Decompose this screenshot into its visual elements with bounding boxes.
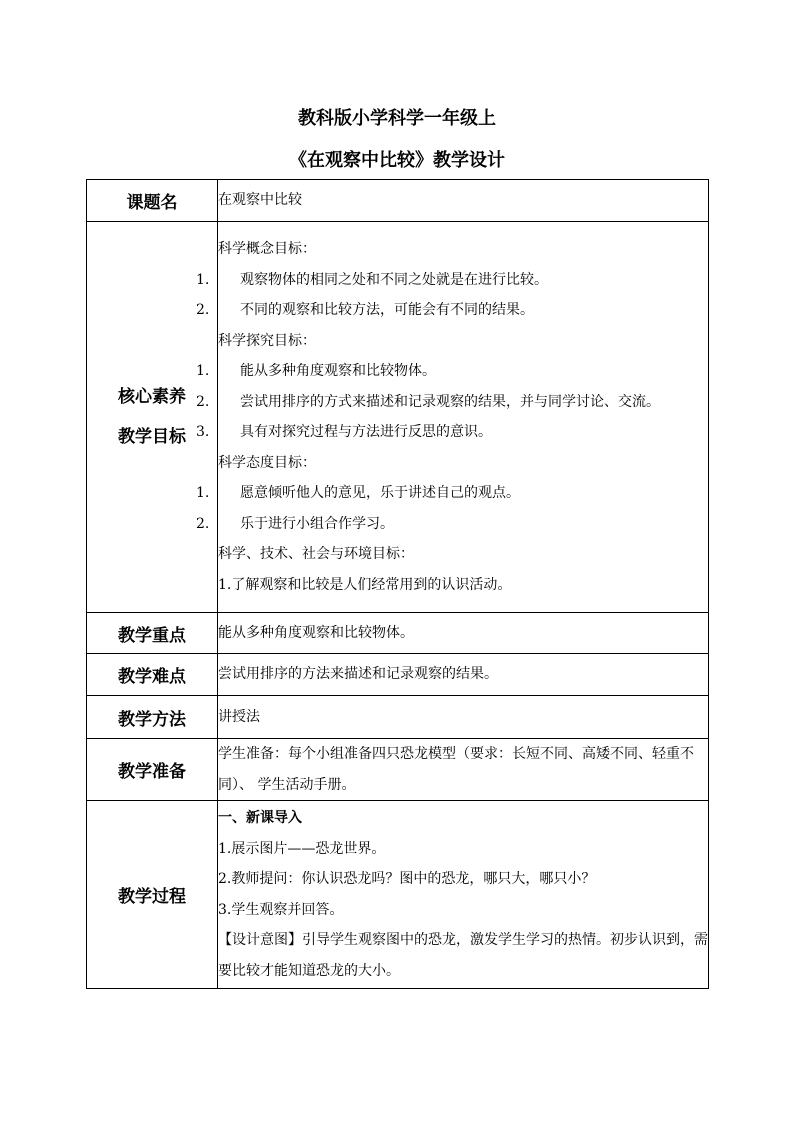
row-goals (87, 222, 709, 613)
item-text: 不同的观察和比较方法，可能会有不同的结果。 (240, 302, 534, 318)
row-difficulty (87, 654, 709, 696)
concept-goal-item (196, 265, 708, 296)
item-number: 2. (196, 515, 210, 532)
document-subtitle: 《在观察中比较》教学设计 (289, 150, 505, 171)
process-step: 1.展示图片——恐龙世界。 (218, 840, 386, 857)
document-title: 教科版小学科学一年级上 (298, 108, 496, 129)
value-difficulty: 尝试用排序的方法来描述和记录观察的结果。 (218, 654, 709, 696)
item-text: 乐于进行小组合作学习。 (240, 515, 394, 532)
process-section-heading: 一、新课导入 (218, 810, 302, 826)
item-text: 具有对探究过程与方法进行反思的意识。 (240, 424, 492, 440)
label-process: 教学过程 (87, 801, 218, 989)
item-text: 观察物体的相同之处和不同之处就是在进行比较。 (240, 271, 548, 288)
lesson-plan-table (86, 179, 709, 989)
item-number: 2. (196, 302, 210, 318)
design-intent: 【设计意图】引导学生观察图中的恐龙，激发学生学习的热情。初步认识到，需要比较才能知道恐龙的大小。 (218, 932, 708, 979)
item-number: 1. (196, 363, 210, 379)
concept-goal-item (196, 295, 708, 326)
value-method: 讲授法 (218, 696, 709, 739)
sts-goals-heading: 科学、技术、社会与环境目标： (218, 546, 414, 562)
label-lesson-title: 课题名 (87, 180, 218, 222)
value-lesson-title: 在观察中比较 (218, 180, 709, 222)
item-number: 1. (196, 271, 210, 288)
item-text: 尝试用排序的方式来描述和记录观察的结果，并与同学讨论、交流。 (240, 393, 660, 410)
attitude-goal-item (196, 509, 708, 540)
label-key-point: 教学重点 (87, 613, 218, 654)
label-preparation: 教学准备 (87, 739, 218, 801)
row-method (87, 696, 709, 739)
sts-goal-item: 1.了解观察和比较是人们经常用到的认识活动。 (218, 576, 512, 593)
inquiry-goal-item (196, 356, 708, 387)
inquiry-goal-item (196, 387, 708, 418)
item-number: 1. (196, 485, 210, 501)
label-difficulty: 教学难点 (87, 654, 218, 696)
item-text: 愿意倾听他人的意见，乐于讲述自己的观点。 (240, 485, 520, 501)
item-number: 2. (196, 393, 210, 410)
value-key-point: 能从多种角度观察和比较物体。 (218, 613, 709, 654)
inquiry-goals-heading: 科学探究目标： (218, 332, 316, 349)
attitude-goals-heading: 科学态度目标： (218, 454, 316, 471)
row-process (87, 801, 709, 989)
process-step: 3.学生观察并回答。 (218, 901, 344, 918)
label-goals-line1: 核心素养 (118, 387, 186, 407)
goals-content (196, 222, 709, 613)
row-lesson-title (87, 180, 709, 222)
row-key-point (87, 613, 709, 654)
concept-goals-heading: 科学概念目标： (218, 241, 316, 257)
attitude-goal-item (196, 478, 708, 509)
label-goals-line2: 教学目标 (118, 427, 186, 447)
inquiry-goal-item (196, 417, 708, 448)
process-content (218, 801, 709, 989)
label-method: 教学方法 (87, 696, 218, 739)
value-preparation: 学生准备：每个小组准备四只恐龙模型（要求：长短不同、高矮不同、轻重不同）、 学生活动手册。 (218, 739, 709, 801)
process-step: 2.教师提问：你认识恐龙吗？图中的恐龙，哪只大，哪只小？ (218, 871, 596, 887)
row-preparation (87, 739, 709, 801)
item-number: 3. (196, 424, 210, 440)
item-text: 能从多种角度观察和比较物体。 (240, 363, 436, 379)
